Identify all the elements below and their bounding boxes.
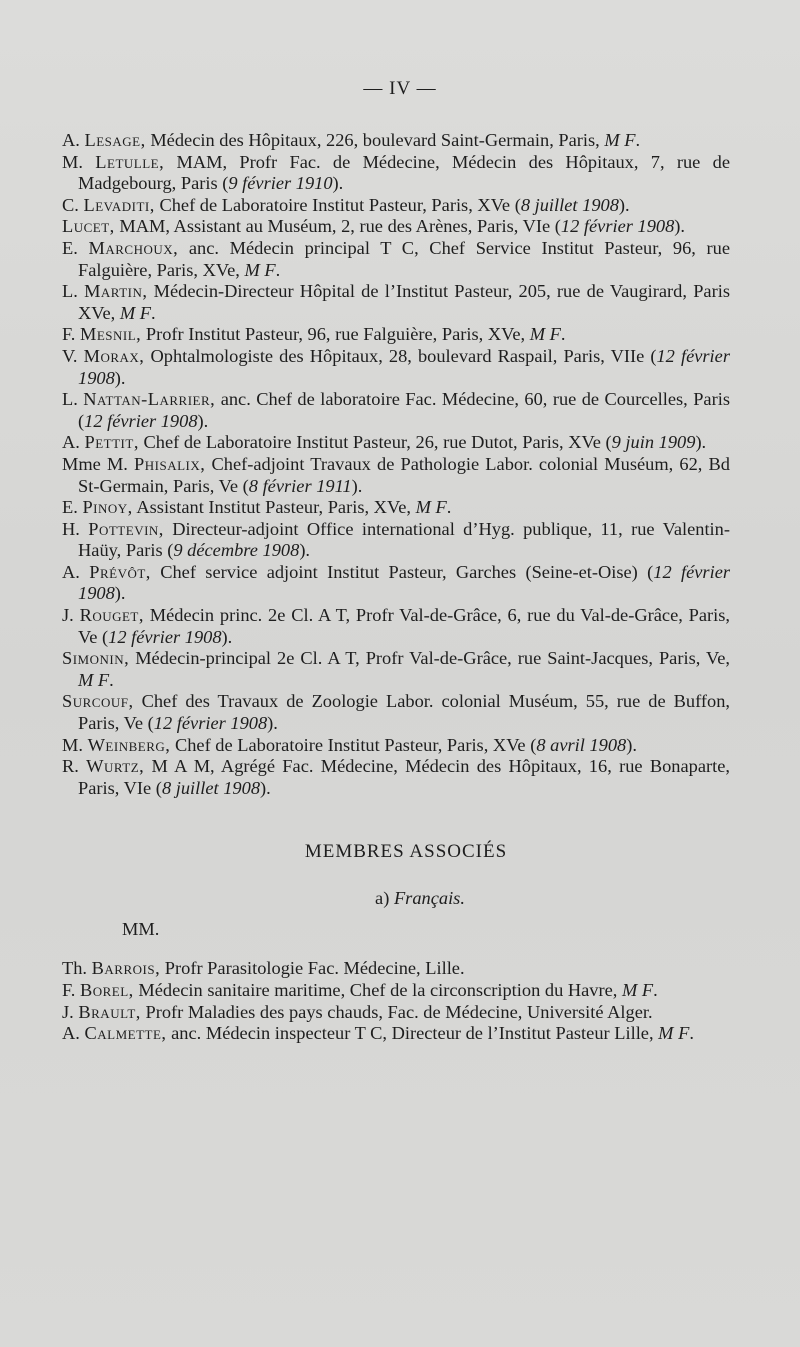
member-note: 9 juin 1909 — [611, 432, 696, 453]
member-entry — [62, 562, 730, 605]
member-note: M F — [78, 669, 110, 690]
member-surname: Lucet, — [62, 216, 115, 237]
member-surname: Letulle, — [95, 151, 165, 172]
member-surname: Rouget, — [79, 605, 144, 626]
member-entry — [62, 1023, 730, 1045]
member-initial: F. — [62, 980, 76, 1000]
member-entry — [62, 281, 730, 324]
member-closing: . — [151, 302, 156, 323]
member-details: Profr Parasitologie Fac. Médecine, Lille. — [160, 958, 465, 979]
member-closing: ). — [299, 540, 311, 561]
member-details: Chef de Laboratoire Institut Pasteur, 26, rue Dutot, Paris, XVe ( — [138, 432, 612, 453]
member-details: MAM, Assistant au Muséum, 2, rue des Arènes, Paris, VIe ( — [114, 216, 561, 237]
member-details: Médecin des Hôpitaux, 226, boulevard Saint-Germain, Paris, — [145, 130, 605, 150]
member-closing: ). — [260, 777, 271, 798]
member-closing: . — [275, 259, 281, 280]
member-surname: Surcouf, — [62, 691, 134, 712]
member-note: 8 avril 1908 — [536, 734, 627, 755]
member-details: Assistant Institut Pasteur, Paris, XVe, — [132, 497, 416, 518]
member-closing: ). — [626, 734, 637, 755]
member-note: M F — [621, 980, 654, 1000]
member-initial: A. — [62, 130, 80, 150]
member-initial: C. — [62, 194, 79, 215]
member-details: anc. Médecin principal T C, Chef Service Institut Pasteur, 96, rue Falguière, Paris, XVe, — [78, 237, 730, 280]
member-surname: Brault, — [78, 1001, 141, 1022]
member-closing: ). — [332, 173, 344, 194]
member-initial: V. — [62, 345, 78, 366]
member-surname: Mesnil, — [79, 324, 142, 345]
member-initial: R. — [62, 756, 79, 777]
member-closing: ). — [221, 626, 233, 647]
member-details: Profr Institut Pasteur, 96, rue Falguière, Paris, XVe, — [141, 324, 530, 345]
member-note: M F — [119, 302, 152, 323]
member-initial: Mme M. — [62, 453, 128, 474]
member-details: Chef-adjoint Travaux de Pathologie Labor. colonial Muséum, 62, Bd St-Germain, Paris, Ve ( — [78, 453, 730, 496]
member-closing: ). — [695, 432, 707, 453]
member-note: 9 décembre 1908 — [173, 540, 300, 561]
member-entry — [62, 980, 730, 1002]
member-note: M F — [415, 497, 447, 518]
member-surname: Phisalix, — [134, 453, 206, 474]
member-entry — [62, 195, 730, 217]
member-details: Chef des Travaux de Zoologie Labor. colonial Muséum, 55, rue de Buffon, Paris, Ve ( — [78, 691, 730, 734]
member-closing: . — [109, 669, 114, 690]
member-surname: Barrois, — [91, 958, 161, 979]
member-surname: Wurtz, — [86, 756, 145, 777]
member-note: M F — [604, 130, 636, 150]
member-initial: M. — [62, 151, 83, 172]
member-details: Chef service adjoint Institut Pasteur, Garches (Seine-et-Oise) ( — [150, 561, 654, 582]
member-surname: Marchoux, — [88, 237, 179, 258]
member-closing: ). — [674, 216, 686, 237]
subsection-heading — [62, 888, 730, 909]
member-initial: M. — [62, 734, 83, 755]
member-closing: ). — [618, 194, 630, 215]
member-initial: L. — [62, 389, 78, 410]
member-initial: J. — [62, 1001, 74, 1022]
member-entry — [62, 238, 730, 281]
subsection-title: Français. — [393, 888, 465, 909]
member-closing: ). — [267, 713, 278, 734]
member-initial: E. — [62, 497, 78, 518]
member-surname: Martin, — [84, 281, 148, 302]
member-entry — [62, 216, 730, 238]
member-note: 9 février 1910 — [228, 173, 333, 194]
member-entry — [62, 454, 730, 497]
member-closing: ). — [114, 367, 126, 388]
member-surname: Calmette, — [84, 1023, 167, 1044]
member-entry — [62, 648, 730, 691]
member-surname: Morax, — [83, 345, 145, 366]
member-details: Chef de Laboratoire Institut Pasteur, Paris, XVe ( — [170, 734, 537, 755]
member-entry — [62, 735, 730, 757]
member-note: 12 février 1908 — [84, 410, 198, 431]
page-number: — IV — — [363, 78, 437, 99]
member-note: 12 février 1908 — [560, 216, 675, 237]
member-surname: Nattan-Larrier, — [83, 389, 216, 410]
member-note: M F — [244, 259, 276, 280]
member-details: M A M, Agrégé Fac. Médecine, Médecin des Hôpitaux, 16, rue Bonaparte, Paris, VIe ( — [78, 756, 730, 798]
member-details: Chef de Laboratoire Institut Pasteur, Paris, XVe ( — [154, 194, 521, 215]
member-surname: Simonin, — [62, 648, 130, 669]
member-note: 8 février 1911 — [248, 475, 352, 496]
member-closing: ). — [351, 475, 363, 496]
member-details: MAM, Profr Fac. de Médecine, Médecin des Hôpitaux, 7, rue de Madgebourg, Paris ( — [78, 151, 731, 194]
member-closing: ). — [114, 583, 126, 604]
member-note: M F — [658, 1023, 690, 1044]
member-surname: Pottevin, — [88, 518, 164, 539]
member-note: M F — [529, 324, 561, 345]
member-details: anc. Médecin inspecteur T C, Directeur de l’Institut Pasteur Lille, — [166, 1023, 659, 1044]
member-initial: A. — [62, 561, 80, 582]
member-surname: Lesage, — [84, 130, 146, 150]
member-surname: Borel, — [79, 980, 134, 1000]
member-details: anc. Chef de laboratoire Fac. Médecine, 60, rue de Courcelles, Paris ( — [78, 389, 730, 431]
member-surname: Pinoy, — [82, 497, 133, 518]
associates-list — [62, 958, 730, 1044]
member-initial: J. — [62, 605, 74, 626]
member-note: 12 février 1908 — [108, 626, 222, 647]
member-closing: . — [653, 980, 658, 1000]
member-closing: . — [560, 324, 566, 345]
member-entry — [62, 691, 730, 734]
member-entry — [62, 130, 730, 152]
member-surname: Pettit, — [84, 432, 139, 453]
member-initial: L. — [62, 281, 78, 302]
member-initial: E. — [62, 237, 78, 258]
member-entry — [62, 958, 730, 980]
member-details: Médecin sanitaire maritime, Chef de la circonscription du Havre, — [133, 980, 622, 1000]
member-initial: A. — [62, 432, 80, 453]
member-note: 12 février 1908 — [78, 345, 730, 388]
member-details: Directeur-adjoint Office international d’Hyg. publique, 11, rue Valentin-Haüy, Paris ( — [78, 518, 730, 561]
member-surname: Weinberg, — [87, 734, 171, 755]
member-entry — [62, 756, 730, 799]
member-details: Médecin-principal 2e Cl. A T, Profr Val-de-Grâce, rue Saint-Jacques, Paris, Ve, — [129, 648, 730, 669]
member-entry — [62, 432, 730, 454]
member-details: Médecin-Directeur Hôpital de l’Institut Pasteur, 205, rue de Vaugirard, Paris XVe, — [78, 281, 730, 323]
member-surname: Prévôt, — [89, 561, 151, 582]
member-details: Ophtalmologiste des Hôpitaux, 28, boulevard Raspail, Paris, VIIe ( — [144, 345, 657, 366]
member-closing: . — [446, 497, 452, 518]
member-entry — [62, 346, 730, 389]
member-initial: Th. — [62, 958, 88, 979]
member-note: 12 février 1908 — [153, 713, 268, 734]
mm-label: MM. — [122, 919, 160, 940]
member-initial: H. — [62, 518, 80, 539]
member-entry — [62, 389, 730, 432]
member-closing: . — [635, 130, 641, 150]
members-list — [62, 130, 730, 799]
member-entry — [62, 605, 730, 648]
subsection-label: a) — [375, 888, 390, 909]
member-entry — [62, 324, 730, 346]
member-details: Profr Maladies des pays chauds, Fac. de Médecine, Université Alger. — [140, 1001, 653, 1022]
member-note: 8 juillet 1908 — [520, 194, 619, 215]
member-entry — [62, 152, 730, 195]
section-title: MEMBRES ASSOCIÉS — [304, 841, 508, 863]
member-surname: Levaditi, — [83, 194, 155, 215]
member-details: Médecin princ. 2e Cl. A T, Profr Val-de-Grâce, 6, rue du Val-de-Grâce, Paris, Ve ( — [78, 605, 731, 647]
member-closing: . — [689, 1023, 694, 1044]
member-initial: A. — [62, 1023, 80, 1044]
member-closing: ). — [197, 410, 209, 431]
member-entry — [62, 1002, 730, 1024]
member-entry — [62, 497, 730, 519]
member-note: 12 février 1908 — [78, 561, 731, 604]
member-entry — [62, 519, 730, 562]
member-note: 8 juillet 1908 — [161, 777, 261, 798]
member-initial: F. — [62, 324, 76, 345]
